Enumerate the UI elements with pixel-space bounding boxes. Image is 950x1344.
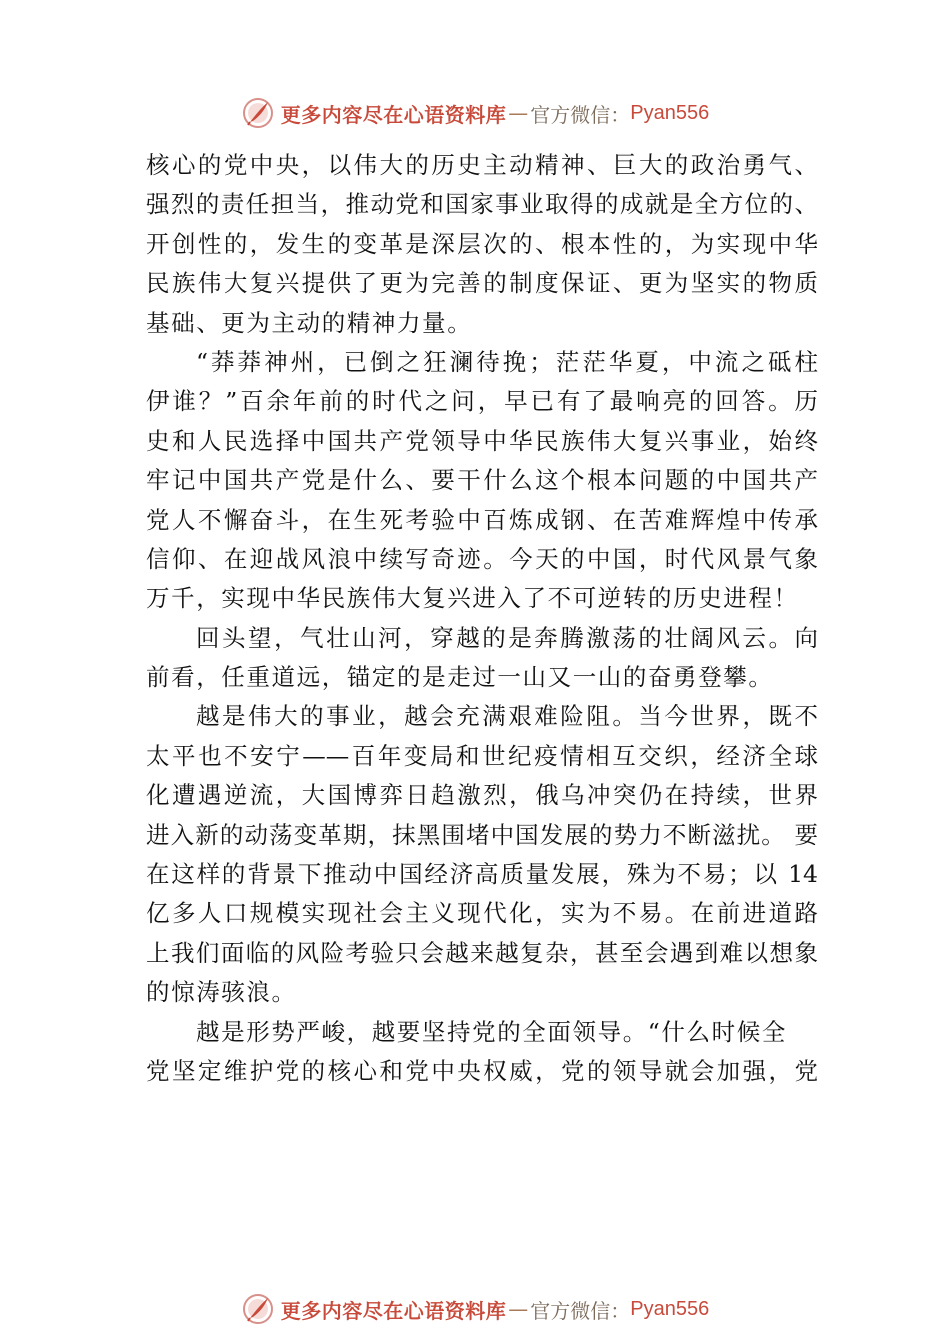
body-line: 越是伟大的事业，越会充满艰难险阻。当今世界，既不 bbox=[196, 702, 818, 731]
body-line: 化遭遇逆流，大国博弈日趋激烈，俄乌冲突仍在持续，世界 bbox=[146, 781, 818, 810]
header-banner bbox=[0, 93, 950, 133]
quill-pen-circle-icon bbox=[241, 96, 275, 130]
header-wechat-id: Pyan556 bbox=[630, 101, 710, 124]
body-line: 信仰、在迎战风浪中续写奇迹。今天的中国，时代风景气象 bbox=[146, 544, 818, 573]
quill-pen-circle-icon bbox=[241, 1292, 275, 1326]
footer-wechat-label: 官方微信： bbox=[530, 1298, 631, 1323]
body-line: 进入新的动荡变革期，抹黑围堵中国发展的势力不断滋扰。 要 bbox=[146, 820, 818, 849]
body-line: 党人不懈奋斗，在生死考验中百炼成钢、在苦难辉煌中传承 bbox=[146, 505, 818, 534]
body-line: 史和人民选择中国共产党领导中华民族伟大复兴事业，始终 bbox=[146, 426, 818, 455]
header-separator: — bbox=[508, 101, 529, 125]
footer-brand-text: 更多内容尽在心语资料库 bbox=[280, 1298, 507, 1323]
footer-banner bbox=[0, 1289, 950, 1329]
body-line: 党坚定维护党的核心和党中央权威，党的领导就会加强，党 bbox=[146, 1056, 818, 1085]
body-line: 回头望，气壮山河，穿越的是奔腾激荡的壮阔风云。向 bbox=[196, 623, 818, 652]
body-line: 上我们面临的风险考验只会越来越复杂，甚至会遇到难以想象 bbox=[146, 938, 818, 967]
body-line: 伊谁？”百余年前的时代之问，早已有了最响亮的回答。历 bbox=[146, 387, 818, 416]
body-line: 民族伟大复兴提供了更为完善的制度保证、更为坚实的物质 bbox=[146, 269, 818, 298]
body-line: 在这样的背景下推动中国经济高质量发展，殊为不易；以 14 bbox=[146, 860, 818, 889]
body-line: 牢记中国共产党是什么、要干什么这个根本问题的中国共产 bbox=[146, 466, 818, 495]
header-wechat-label: 官方微信： bbox=[530, 102, 631, 127]
body-line: 越是形势严峻，越要坚持党的全面领导。“什么时候全 bbox=[196, 1017, 787, 1046]
header-brand-text: 更多内容尽在心语资料库 bbox=[280, 102, 507, 127]
footer-wechat-id: Pyan556 bbox=[630, 1297, 710, 1320]
footer-separator: — bbox=[508, 1297, 529, 1321]
body-line: 前看，任重道远，锚定的是走过一山又一山的奋勇登攀。 bbox=[146, 663, 774, 692]
body-line: 亿多人口规模实现社会主义现代化，实为不易。在前进道路 bbox=[146, 899, 818, 928]
body-line: 开创性的，发生的变革是深层次的、根本性的，为实现中华 bbox=[146, 229, 818, 258]
body-line: 基础、更为主动的精神力量。 bbox=[146, 308, 473, 337]
body-line: 核心的党中央，以伟大的历史主动精神、巨大的政治勇气、 bbox=[146, 151, 818, 179]
document-body bbox=[146, 146, 818, 1091]
body-line: “莽莽神州，已倒之狂澜待挽；茫茫华夏，中流之砥柱 bbox=[196, 347, 818, 376]
body-line: 万千，实现中华民族伟大复兴进入了不可逆转的历史进程！ bbox=[146, 584, 799, 613]
body-line: 强烈的责任担当，推动党和国家事业取得的成就是全方位的、 bbox=[146, 190, 818, 219]
body-line: 太平也不安宁——百年变局和世纪疫情相互交织，经济全球 bbox=[146, 741, 818, 770]
body-line: 的惊涛骇浪。 bbox=[146, 978, 297, 1007]
